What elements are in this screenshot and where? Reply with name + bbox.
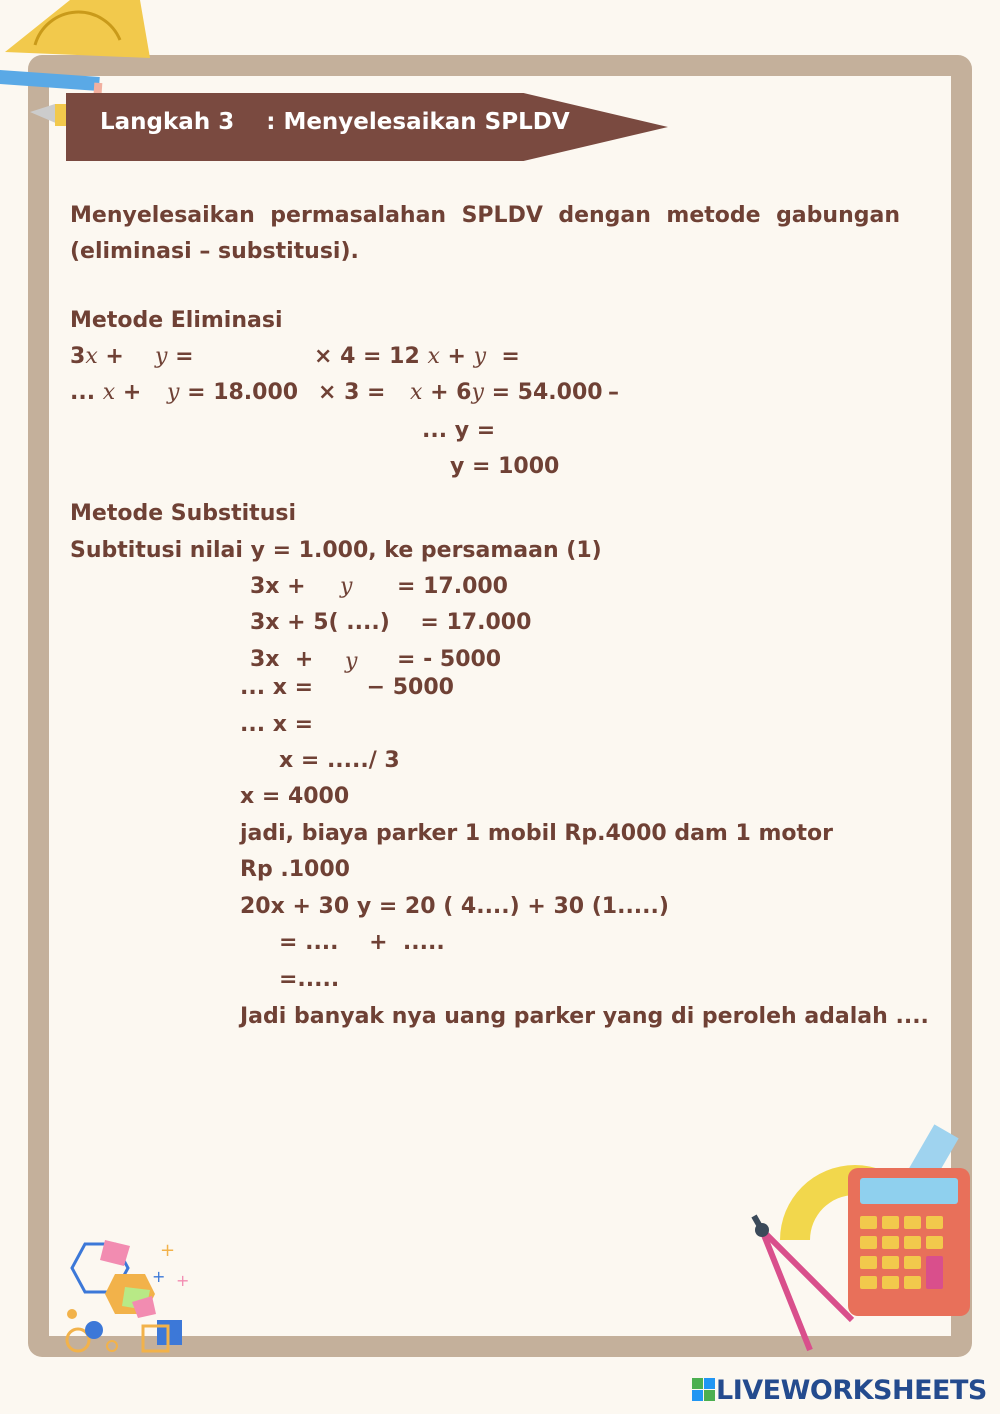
substitution-heading: Metode Substitusi <box>70 501 296 526</box>
plus: + <box>115 380 142 405</box>
liveworksheets-logo <box>692 1375 987 1405</box>
equals: = 18.000 <box>179 380 299 405</box>
equals: = <box>167 344 194 369</box>
intro-paragraph: Menyelesaikan permasalahan SPLDV dengan metode gabungan (eliminasi – substitusi). <box>70 203 900 264</box>
subst-line-3-a: 3x + <box>250 647 314 672</box>
var-x: x <box>427 344 440 369</box>
svg-text:+: + <box>160 1240 176 1261</box>
elimination-row-2-right <box>410 382 603 404</box>
subst-line-1-a: 3x + <box>250 574 306 599</box>
six: + 6 <box>422 380 472 405</box>
page-title: Langkah 3 : Menyelesaikan SPLDV <box>100 109 570 135</box>
minus-sign: – <box>608 380 619 405</box>
elimination-row-1-right <box>314 346 520 368</box>
logo-text: LIVEWORKSHEETS <box>716 1374 987 1406</box>
subst-line-2: 3x + 5( ....) = 17.000 <box>250 610 532 635</box>
subst-line-10: 20x + 30 y = 20 ( 4....) + 30 (1.....) <box>240 894 669 919</box>
elimination-row-1-left <box>70 346 124 368</box>
var-x: x <box>410 380 423 405</box>
subst-line-9: Rp .1000 <box>240 857 350 882</box>
equals: = <box>486 344 520 369</box>
subst-line-11: = .... + ..... <box>279 930 445 955</box>
coef: ... <box>70 380 103 405</box>
subst-line-5: ... x = <box>240 712 314 737</box>
equals: = 54.000 <box>483 380 603 405</box>
subst-line-4: ... x = − 5000 <box>240 675 454 700</box>
svg-text:+: + <box>176 1271 190 1290</box>
elimination-row-2-left <box>70 382 141 404</box>
var-y: y <box>155 344 168 369</box>
subst-line-3-y: y <box>345 649 358 674</box>
subst-line-3-b: = - 5000 <box>397 647 502 672</box>
var-y: y <box>471 380 484 405</box>
subst-line-12: =..... <box>279 967 340 992</box>
subst-line-7: x = 4000 <box>240 784 350 809</box>
geometric-shapes-icon <box>60 1232 200 1362</box>
subst-line-6: x = ...../ 3 <box>279 748 400 773</box>
calculator-tools-icon <box>740 1120 980 1360</box>
elimination-row-2-y <box>167 382 298 404</box>
var-y: y <box>473 344 487 369</box>
coef: 3 <box>70 344 86 369</box>
elimination-result: y = 1000 <box>450 454 560 479</box>
elimination-row-1-y <box>155 346 194 368</box>
elimination-row-2-op: × 3 = <box>318 380 386 405</box>
plus: + <box>439 344 474 369</box>
svg-text:+: + <box>152 1267 166 1286</box>
var-x: x <box>102 380 116 405</box>
subst-line-8: jadi, biaya parker 1 mobil Rp.4000 dam 1 motor <box>240 821 834 846</box>
subst-line-1-y: y <box>340 574 353 599</box>
substitution-intro: Subtitusi nilai y = 1.000, ke persamaan (1) <box>70 538 602 563</box>
var-y: y <box>167 380 180 405</box>
var-x: x <box>85 344 98 369</box>
logo-icon <box>692 1378 716 1402</box>
elimination-row-3: ... y = <box>422 418 496 443</box>
plus: + <box>97 344 124 369</box>
subst-line-13: Jadi banyak nya uang parker yang di peroleh adalah .... <box>240 1004 929 1029</box>
subst-line-1-b: = 17.000 <box>397 574 508 599</box>
multiplier: × 4 = 12 <box>314 344 420 369</box>
elimination-heading: Metode Eliminasi <box>70 308 283 333</box>
